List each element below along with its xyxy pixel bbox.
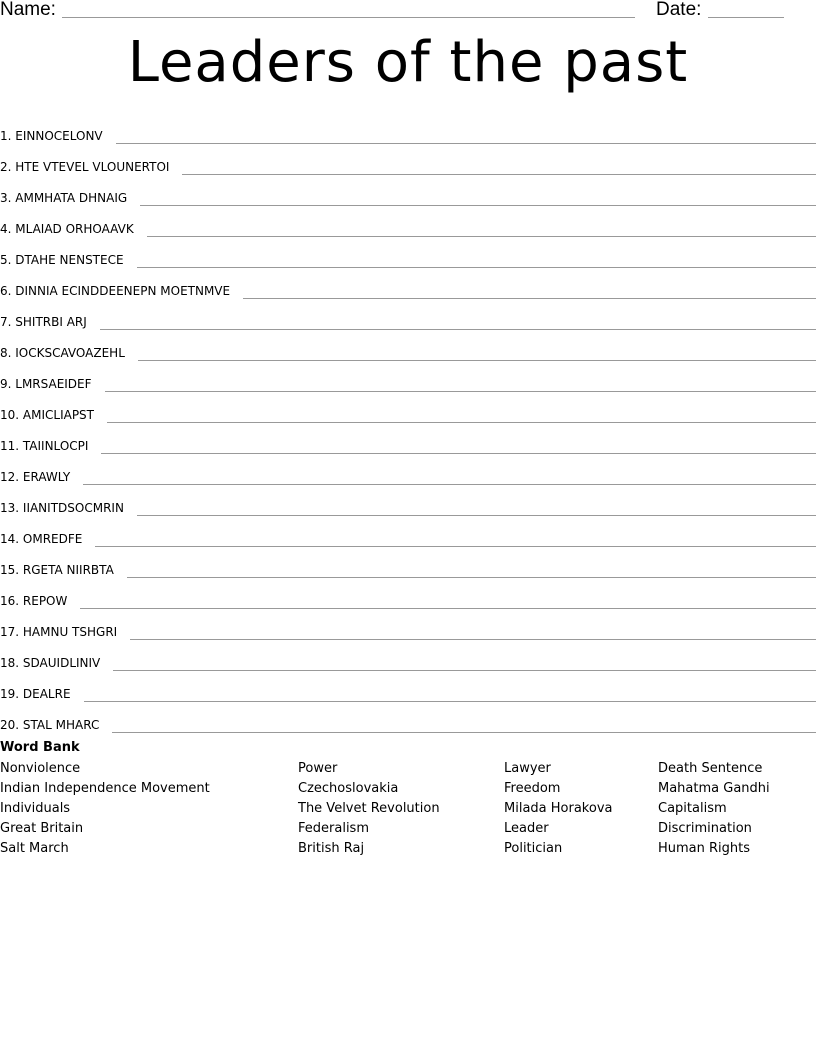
scramble-row (0, 702, 816, 733)
word-bank-item: Individuals (0, 801, 71, 816)
word-bank-column (504, 759, 612, 859)
scramble-row (0, 640, 816, 671)
word-bank-item: Salt March (0, 841, 69, 856)
worksheet-title: Leaders of the past (127, 30, 689, 95)
word-bank-item: Human Rights (658, 841, 751, 856)
scramble-row (0, 671, 816, 702)
answer-line (137, 267, 816, 268)
answer-line (95, 546, 816, 547)
word-bank-item: The Velvet Revolution (298, 801, 440, 816)
scrambled-word: 2. HTE VTEVEL VLOUNERTOI (0, 160, 170, 174)
scramble-row (0, 175, 816, 206)
scramble-row (0, 237, 816, 268)
scramble-row (0, 454, 816, 485)
name-label: Name: (0, 0, 56, 20)
word-bank-item: Nonviolence (0, 761, 81, 776)
answer-line (112, 732, 816, 733)
scramble-row (0, 392, 816, 423)
answer-line (100, 329, 816, 330)
answer-line (130, 639, 816, 640)
word-bank-item: Great Britain (0, 821, 84, 836)
scrambled-word: 5. DTAHE NENSTECE (0, 253, 124, 267)
scrambled-word: 15. RGETA NIIRBTA (0, 563, 114, 577)
word-bank-item: Capitalism (658, 801, 727, 816)
answer-line (113, 670, 816, 671)
answer-line (182, 174, 816, 175)
word-bank-column (0, 759, 210, 859)
scrambled-word: 19. DEALRE (0, 687, 71, 701)
scrambled-word: 8. IOCKSCAVOAZEHL (0, 346, 125, 360)
scramble-row (0, 144, 816, 175)
scrambled-word: 7. SHITRBI ARJ (0, 315, 87, 329)
word-bank-grid (0, 759, 816, 859)
answer-line (101, 453, 816, 454)
scramble-row (0, 299, 816, 330)
answer-line (147, 236, 816, 237)
answer-line (140, 205, 816, 206)
answer-line (137, 515, 816, 516)
scramble-row (0, 516, 816, 547)
scrambled-word: 18. SDAUIDLINIV (0, 656, 101, 670)
answer-line (116, 143, 816, 144)
word-bank-item: Mahatma Gandhi (658, 781, 770, 796)
scramble-row (0, 268, 816, 299)
date-label: Date: (656, 0, 702, 20)
word-bank-item: Czechoslovakia (298, 781, 399, 796)
date-field-line (708, 17, 784, 18)
scramble-row (0, 485, 816, 516)
word-bank-item: Leader (504, 821, 549, 836)
word-bank-item: Federalism (298, 821, 369, 836)
scrambled-word: 14. OMREDFE (0, 532, 83, 546)
scrambled-word: 3. AMMHATA DHNAIG (0, 191, 128, 205)
scramble-row (0, 423, 816, 454)
name-field-line (62, 17, 635, 18)
scrambled-word: 12. ERAWLY (0, 470, 71, 484)
scrambled-word: 13. IIANITDSOCMRIN (0, 501, 124, 515)
scramble-row (0, 547, 816, 578)
word-bank-item: Milada Horakova (504, 801, 613, 816)
word-bank-column (298, 759, 440, 859)
scrambled-word: 20. STAL MHARC (0, 718, 100, 732)
word-bank-item: Discrimination (658, 821, 752, 836)
scramble-row (0, 330, 816, 361)
word-bank-item: Indian Independence Movement (0, 781, 210, 796)
word-bank-item: Death Sentence (658, 761, 763, 776)
answer-line (127, 577, 816, 578)
scramble-row (0, 578, 816, 609)
scramble-row (0, 206, 816, 237)
word-bank-title: Word Bank (0, 740, 80, 755)
answer-line (84, 701, 816, 702)
word-bank-item: British Raj (298, 841, 365, 856)
answer-line (83, 484, 816, 485)
answer-line (80, 608, 816, 609)
word-bank-item: Power (298, 761, 338, 776)
scrambled-word: 16. REPOW (0, 594, 68, 608)
scrambled-word: 6. DINNIA ECINDDEENEPN MOETNMVE (0, 284, 231, 298)
scramble-row (0, 609, 816, 640)
scrambled-word: 11. TAIINLOCPI (0, 439, 89, 453)
scrambled-word: 4. MLAIAD ORHOAAVK (0, 222, 134, 236)
word-bank (0, 739, 816, 859)
word-bank-item: Freedom (504, 781, 561, 796)
worksheet-header (0, 0, 816, 24)
scrambled-word: 17. HAMNU TSHGRI (0, 625, 118, 639)
word-bank-item: Lawyer (504, 761, 551, 776)
scramble-row (0, 361, 816, 392)
word-bank-item: Politician (504, 841, 563, 856)
answer-line (243, 298, 816, 299)
scramble-row (0, 113, 816, 144)
answer-line (138, 360, 816, 361)
answer-line (105, 391, 816, 392)
scrambled-word: 9. LMRSAEIDEF (0, 377, 92, 391)
word-bank-column (658, 759, 770, 859)
answer-line (107, 422, 816, 423)
scramble-list (0, 113, 816, 733)
scrambled-word: 10. AMICLIAPST (0, 408, 94, 422)
scrambled-word: 1. EINNOCELONV (0, 129, 103, 143)
